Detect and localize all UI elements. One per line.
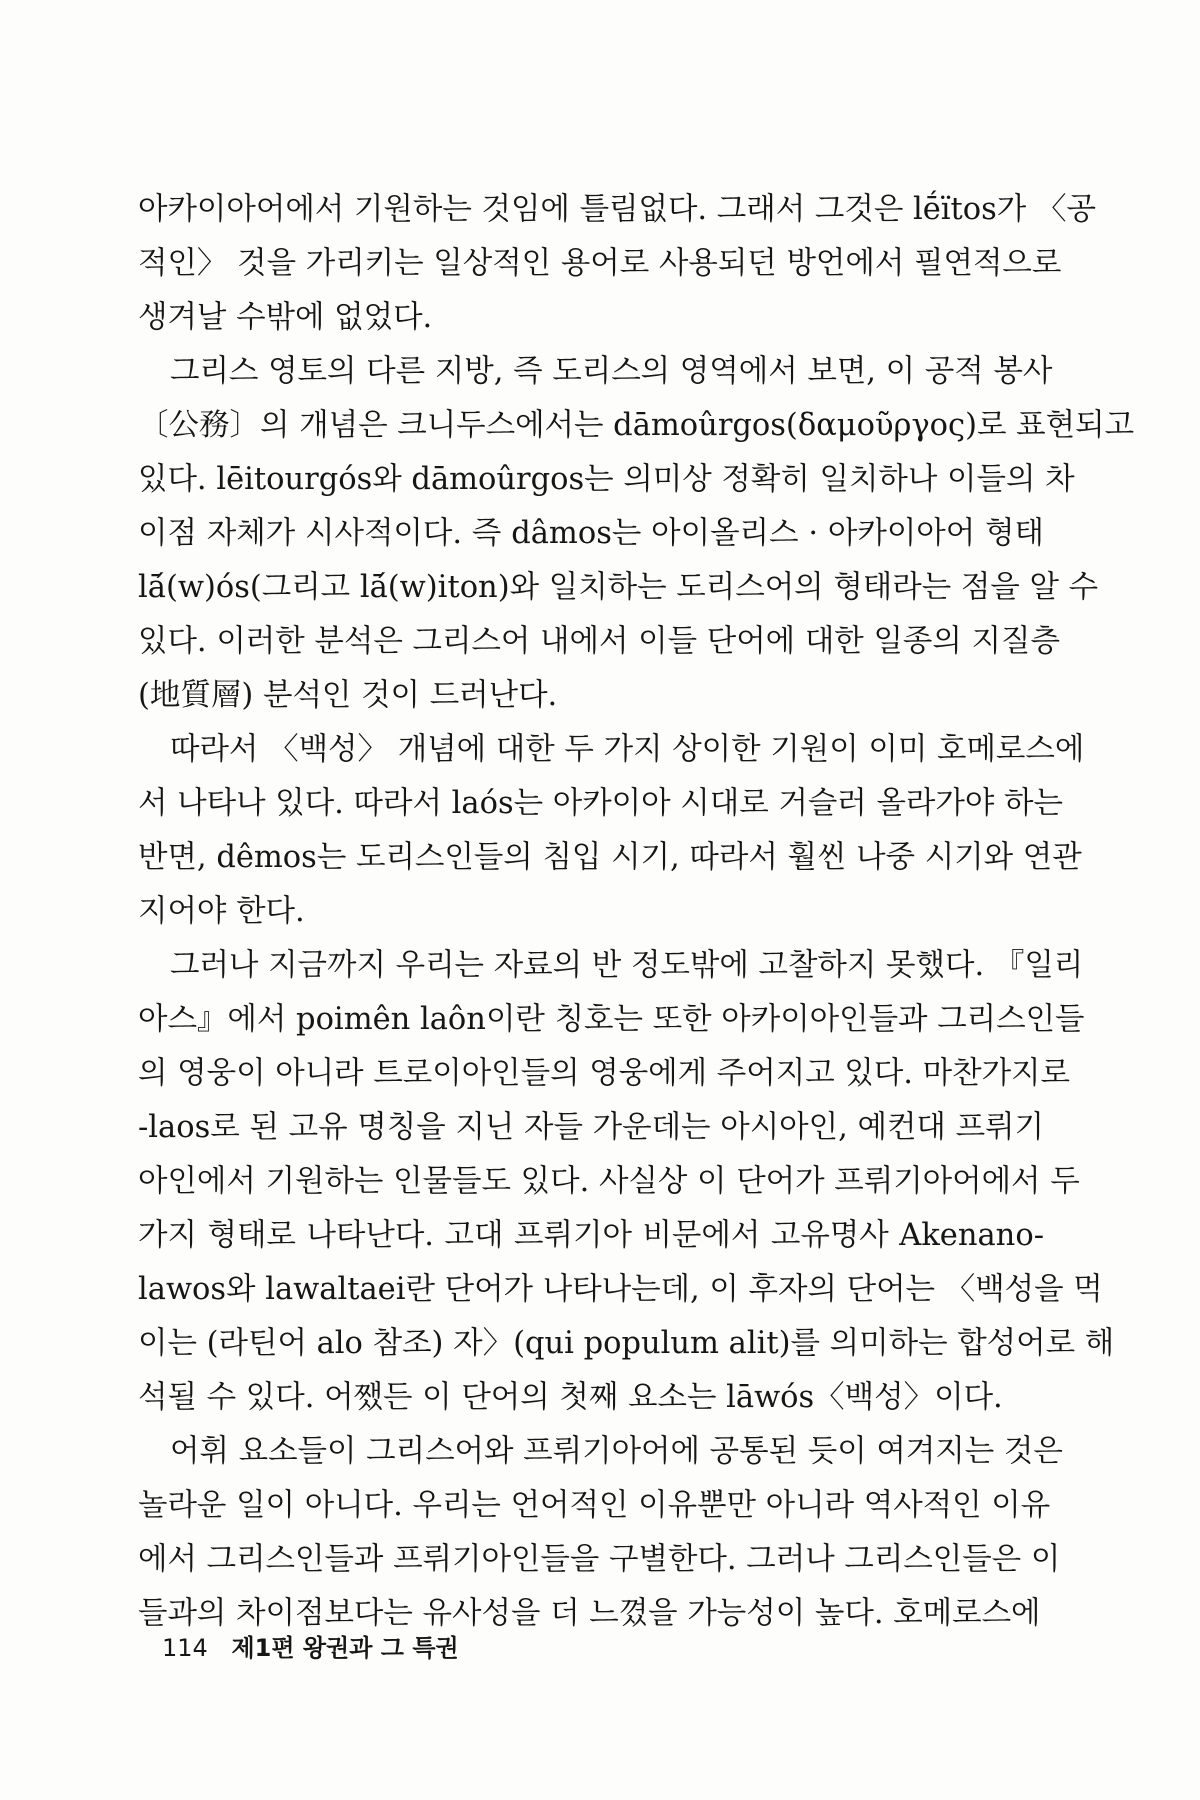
running-title: 제1편 왕권과 그 특권 (231, 1634, 459, 1662)
text-line: (地質層) 분석인 것이 드러난다. (138, 678, 558, 713)
text-line: 에서 그리스인들과 프뤼기아인들을 구별한다. 그러나 그리스인들은 이 (138, 1542, 1061, 1577)
text-line: 놀라운 일이 아니다. 우리는 언어적인 이유뿐만 아니라 역사적인 이유 (138, 1488, 1051, 1523)
text-line: 들과의 차이점보다는 유사성을 더 느꼈을 가능성이 높다. 호메로스에 (138, 1596, 1041, 1631)
text-line: 그러나 지금까지 우리는 자료의 반 정도밖에 고찰하지 못했다. 『일리 (170, 948, 1084, 983)
text-line: 있다. 이러한 분석은 그리스어 내에서 이들 단어에 대한 일종의 지질층 (138, 624, 1060, 659)
text-line: 어휘 요소들이 그리스어와 프뤼기아어에 공통된 듯이 여겨지는 것은 (170, 1434, 1063, 1469)
text-line: -laos로 된 고유 명칭을 지닌 자들 가운데는 아시아인, 예컨대 프뤼기 (138, 1110, 1044, 1145)
body-text (138, 183, 1135, 1641)
paragraph (138, 939, 1115, 1425)
text-line: 생겨날 수밖에 없었다. (138, 300, 433, 335)
text-line: 가지 형태로 나타난다. 고대 프뤼기아 비문에서 고유명사 Akenano- (138, 1218, 1044, 1253)
text-line: 서 나타나 있다. 따라서 laós는 아카이아 시대로 거슬러 올라가야 하는 (138, 786, 1063, 821)
text-line: lawos와 lawaltaei란 단어가 나타나는데, 이 후자의 단어는 〈백성을 먹 (138, 1272, 1103, 1307)
paragraph (138, 1425, 1063, 1641)
text-line: 이는 (라틴어 alo 참조) 자〉(qui populum alit)를 의미하는 합성어로 해 (138, 1326, 1115, 1361)
text-line: 의 영웅이 아니라 트로이아인들의 영웅에게 주어지고 있다. 마찬가지로 (138, 1056, 1070, 1091)
page-number: 114 (162, 1634, 208, 1662)
text-line: lā́(w)ós(그리고 lā́(w)iton)와 일치하는 도리스어의 형태라는 점을 알 수 (138, 570, 1099, 605)
text-line: 석될 수 있다. 어쨌든 이 단어의 첫째 요소는 lāwós〈백성〉이다. (138, 1380, 1003, 1415)
text-line: 〔公務〕의 개념은 크니두스에서는 dāmoûrgos(δαμοῦργος)로 표현되고 (138, 408, 1135, 443)
text-line: 적인〉 것을 가리키는 일상적인 용어로 사용되던 방언에서 필연적으로 (138, 246, 1062, 281)
paragraph (138, 723, 1085, 939)
text-line: 있다. lēitourgós와 dāmoûrgos는 의미상 정확히 일치하나 이들의 차 (138, 462, 1075, 497)
text-line: 이점 자체가 시사적이다. 즉 dâmos는 아이올리스 · 아카이아어 형태 (138, 516, 1044, 551)
paragraph (138, 183, 1096, 345)
text-line: 아스』에서 poimên laôn이란 칭호는 또한 아카이아인들과 그리스인들 (138, 1002, 1085, 1037)
paragraph (138, 345, 1135, 723)
page-footer (162, 1632, 459, 1664)
text-line: 그리스 영토의 다른 지방, 즉 도리스의 영역에서 보면, 이 공적 봉사 (170, 354, 1053, 389)
text-line: 지어야 한다. (138, 894, 305, 929)
text-line: 반면, dêmos는 도리스인들의 침입 시기, 따라서 훨씬 나중 시기와 연관 (138, 840, 1082, 875)
text-line: 아카이아어에서 기원하는 것임에 틀림없다. 그래서 그것은 lḗïtos가 〈공 (138, 192, 1096, 227)
text-line: 아인에서 기원하는 인물들도 있다. 사실상 이 단어가 프뤼기아어에서 두 (138, 1164, 1080, 1199)
text-line: 따라서 〈백성〉 개념에 대한 두 가지 상이한 기원이 이미 호메로스에 (170, 732, 1085, 767)
